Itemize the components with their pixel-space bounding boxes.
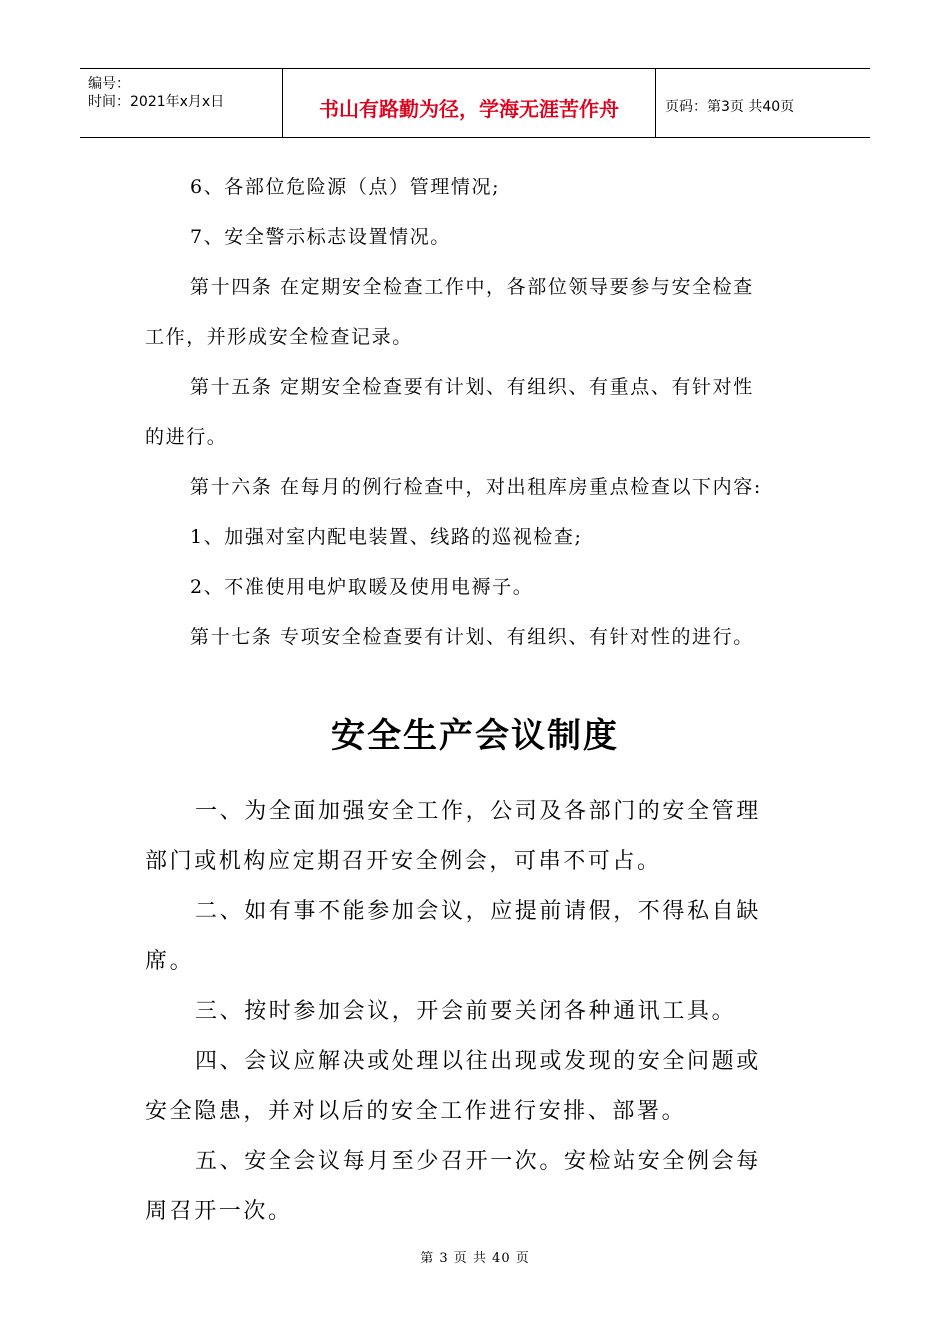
- page-header: [80, 68, 870, 138]
- paragraph: 三、按时参加会议，开会前要关闭各种通讯工具。: [195, 999, 737, 1024]
- paragraph: 部门或机构应定期召开安全例会，可串不可占。: [145, 849, 662, 874]
- paragraph: 工作，并形成安全检查记录。: [145, 326, 413, 348]
- header-page-cell: [655, 69, 870, 137]
- document-number: 编号：: [88, 76, 130, 92]
- paragraph: 四、会议应解决或处理以往出现或发现的安全问题或: [195, 1049, 761, 1074]
- header-page-info: 页码：第3页 共40页: [665, 99, 795, 115]
- header-motto: 书山有路勤为径，学海无涯苦作舟: [319, 97, 619, 121]
- paragraph: 二、如有事不能参加会议，应提前请假，不得私自缺: [195, 899, 761, 924]
- paragraph: 第十六条 在每月的例行检查中，对出租库房重点检查以下内容:: [190, 476, 762, 498]
- header-meta: [80, 69, 282, 137]
- paragraph: 第十七条 专项安全检查要有计划、有组织、有针对性的进行。: [190, 626, 754, 648]
- paragraph: 一、为全面加强安全工作，公司及各部门的安全管理: [195, 799, 761, 824]
- paragraph: 周召开一次。: [145, 1199, 293, 1224]
- paragraph: 第十四条 在定期安全检查工作中，各部位领导要参与安全检查: [190, 276, 754, 298]
- paragraph: 6、各部位危险源（点）管理情况;: [190, 176, 501, 198]
- page-footer: 第 3 页 共 40 页: [420, 1251, 530, 1266]
- paragraph: 安全隐患，并对以后的安全工作进行安排、部署。: [145, 1099, 687, 1124]
- paragraph: 1、加强对室内配电装置、线路的巡视检查;: [190, 526, 583, 548]
- paragraph: 席。: [145, 949, 195, 974]
- paragraph: 2、不准使用电炉取暖及使用电褥子。: [190, 576, 534, 598]
- header-motto-cell: [282, 69, 656, 137]
- paragraph: 7、安全警示标志设置情况。: [190, 226, 451, 248]
- paragraph: 五、安全会议每月至少召开一次。安检站安全例会每: [195, 1149, 761, 1174]
- section-title: 安全生产会议制度: [331, 716, 619, 756]
- document-date: 时间：2021年x月x日: [88, 94, 225, 110]
- paragraph: 第十五条 定期安全检查要有计划、有组织、有重点、有针对性: [190, 376, 754, 398]
- paragraph: 的进行。: [145, 426, 228, 448]
